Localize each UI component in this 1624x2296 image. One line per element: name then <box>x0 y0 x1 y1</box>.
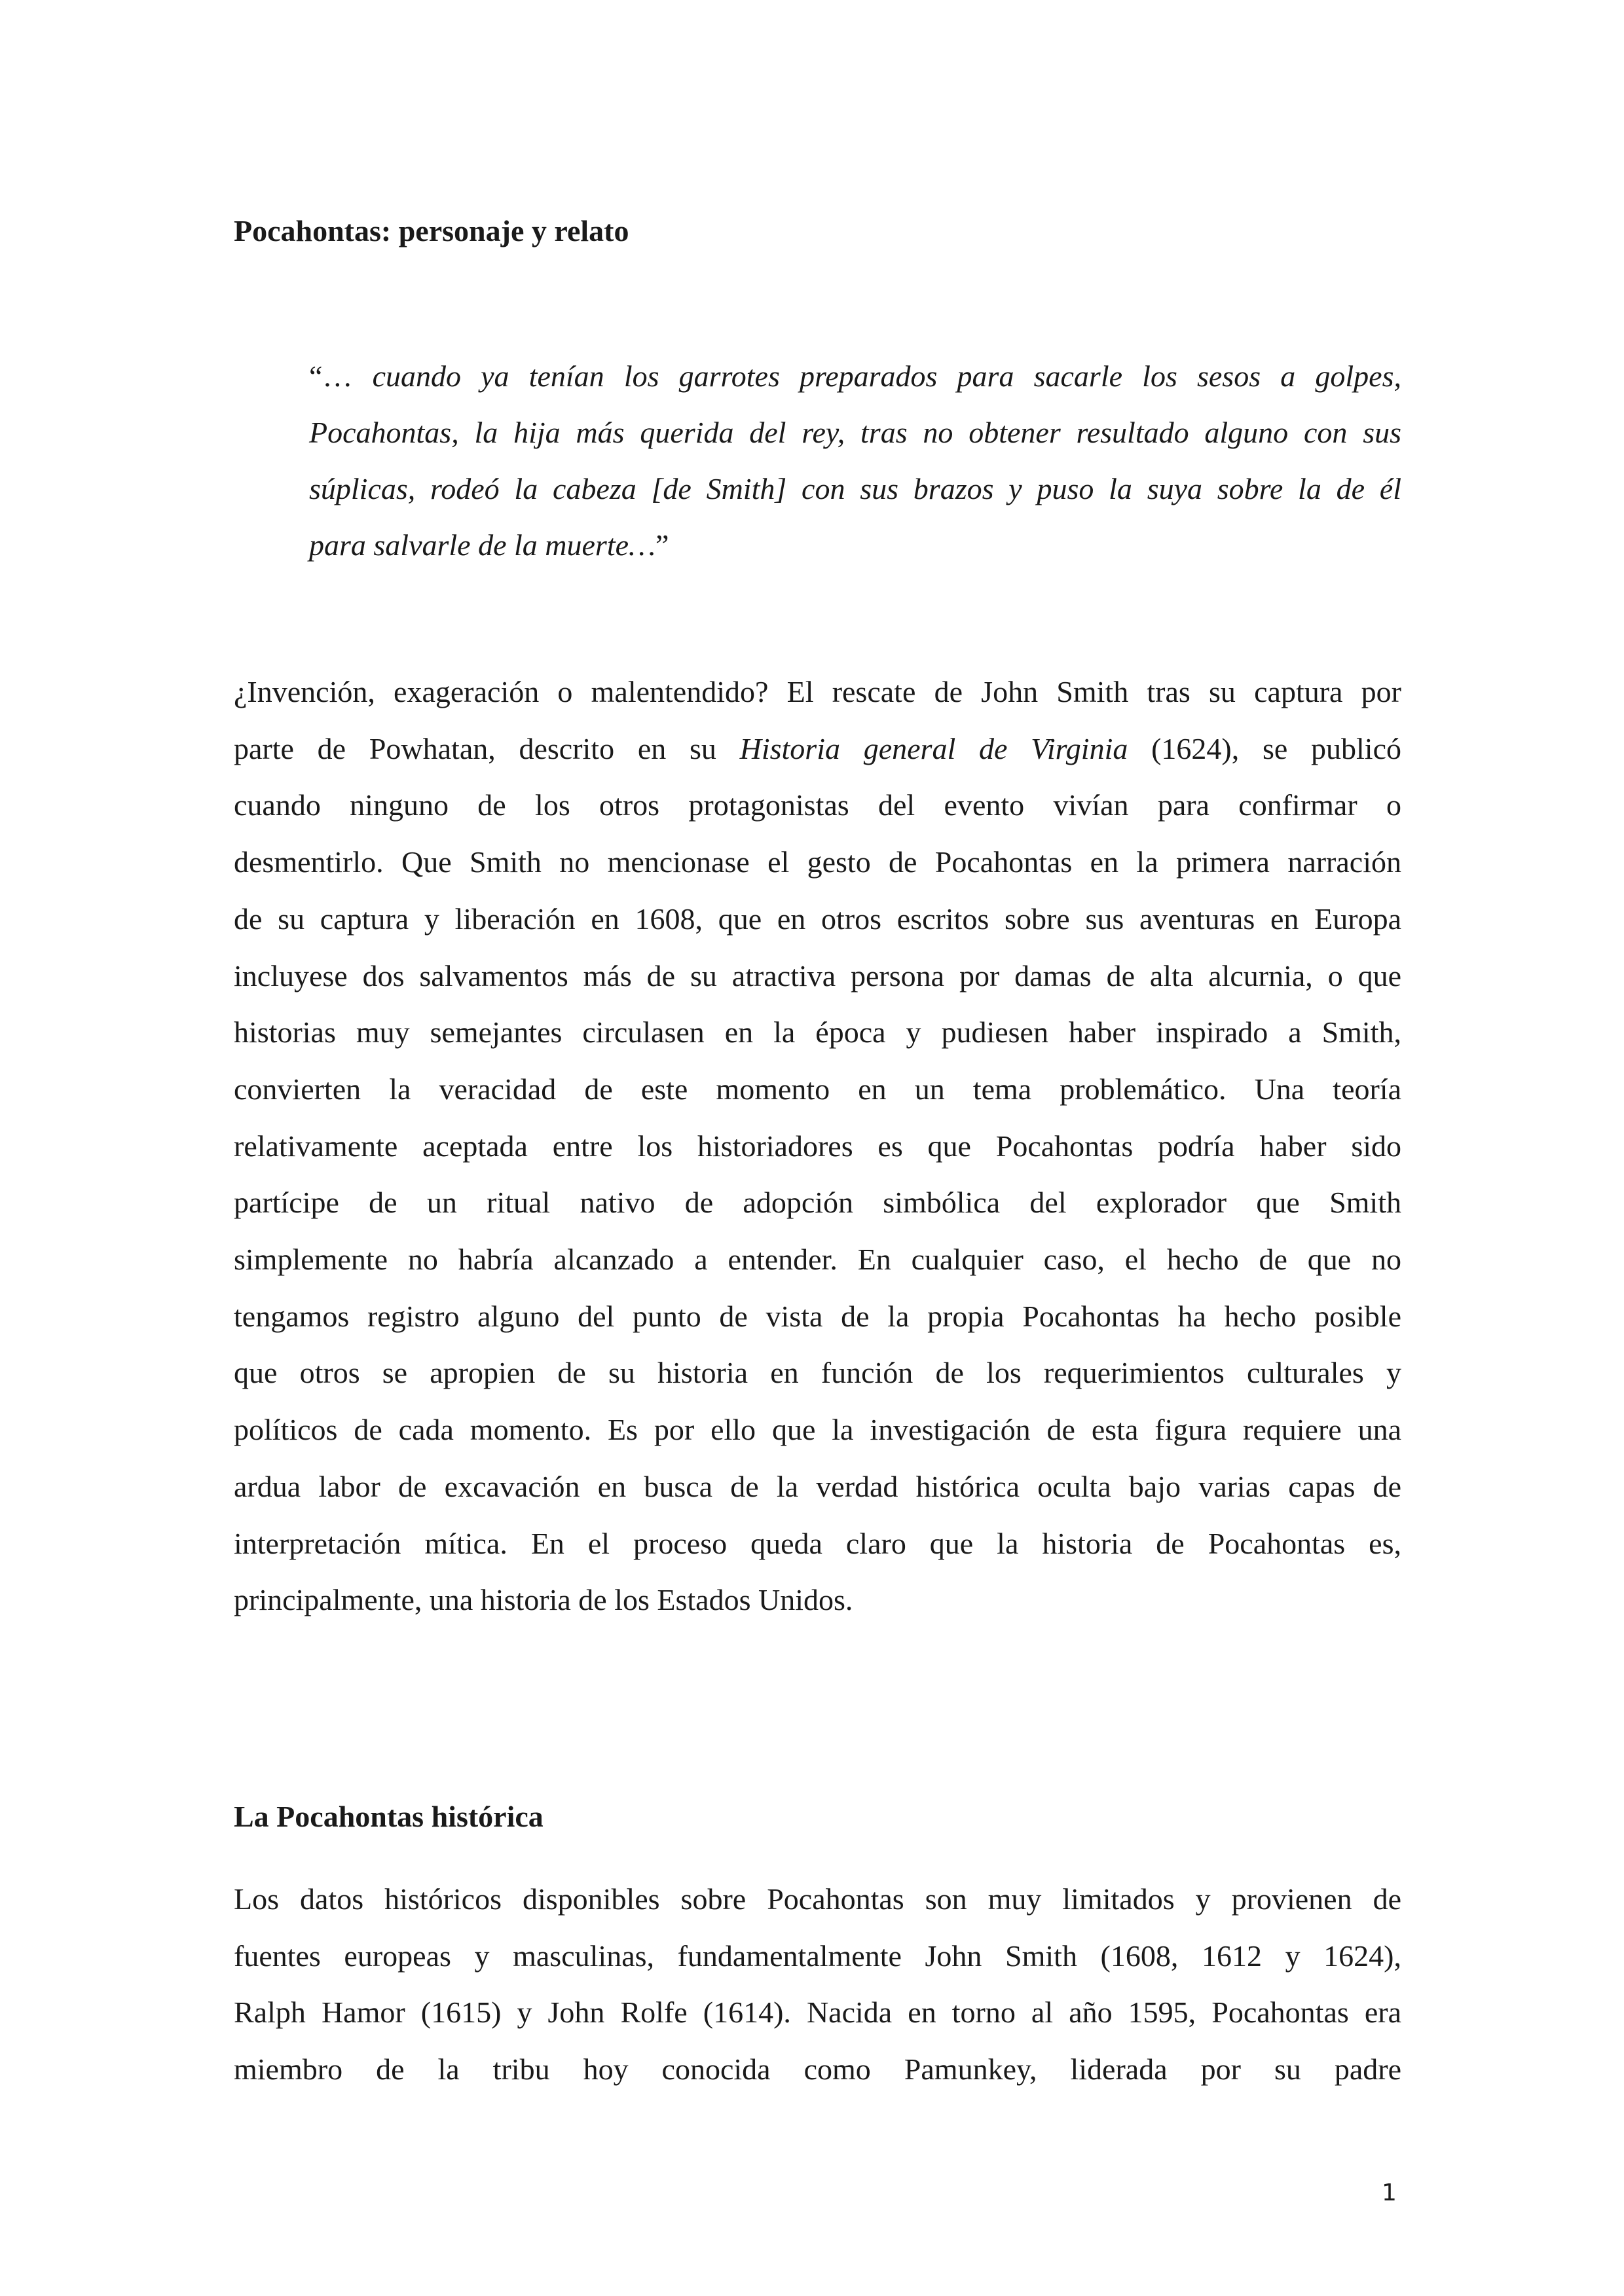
paragraph-line: Los datos históricos disponibles sobre Pocahontas son muy limitados y provienen de <box>234 1882 1401 1916</box>
quote-close-mark: ” <box>655 528 669 562</box>
paragraph-line: cuando ninguno de los otros protagonistas del evento vivían para confirmar o <box>234 788 1401 822</box>
book-title-italic: Historia general de Virginia <box>739 731 1128 765</box>
quote-line-text: para salvarle de la muerte… <box>309 528 655 562</box>
paragraph-line: de su captura y liberación en 1608, que en otros escritos sobre sus aventuras en Europa <box>234 902 1401 936</box>
document-title: Pocahontas: personaje y relato <box>234 214 629 247</box>
paragraph-line: simplemente no habría alcanzado a entender. En cualquier caso, el hecho de que no <box>234 1243 1401 1277</box>
paragraph-line: relativamente aceptada entre los historiadores es que Pocahontas podría haber sido <box>234 1129 1401 1163</box>
section-heading: La Pocahontas histórica <box>234 1800 544 1833</box>
paragraph-text: parte de Powhatan, descrito en su <box>234 731 740 765</box>
paragraph-line: miembro de la tribu hoy conocida como Pamunkey, liderada por su padre <box>234 2052 1401 2086</box>
paragraph-line: interpretación mítica. En el proceso queda claro que la historia de Pocahontas es, <box>234 1526 1401 1560</box>
opening-quote <box>309 348 1401 574</box>
paragraph-line: tengamos registro alguno del punto de vista de la propia Pocahontas ha hecho posible <box>234 1299 1401 1333</box>
paragraph-line <box>234 721 1401 778</box>
body-paragraph-2 <box>234 1871 1401 2098</box>
quote-line-text: cuando ya tenían los garrotes preparados para sacarle los sesos a golpes, <box>372 359 1402 393</box>
body-paragraph-1 <box>234 664 1401 1629</box>
paragraph-line: principalmente, una historia de los Estados Unidos. <box>234 1583 853 1617</box>
paragraph-line: ¿Invención, exageración o malentendido? El rescate de John Smith tras su captura por <box>234 675 1401 708</box>
quote-open-mark: “… <box>309 359 373 393</box>
paragraph-line: que otros se apropien de su historia en función de los requerimientos culturales y <box>234 1356 1401 1390</box>
paragraph-line: incluyese dos salvamentos más de su atractiva persona por damas de alta alcurnia, o que <box>234 958 1401 993</box>
paragraph-line: Ralph Hamor (1615) y John Rolfe (1614). Nacida en torno al año 1595, Pocahontas era <box>234 1995 1401 2030</box>
paragraph-line: convierten la veracidad de este momento en un tema problemático. Una teoría <box>234 1072 1401 1106</box>
quote-line: súplicas, rodeó la cabeza [de Smith] con sus brazos y puso la suya sobre la de él <box>309 472 1401 505</box>
paragraph-line: partícipe de un ritual nativo de adopción simbólica del explorador que Smith <box>234 1186 1401 1220</box>
page-number: 1 <box>1382 2179 1397 2206</box>
paragraph-line: desmentirlo. Que Smith no mencionase el gesto de Pocahontas en la primera narración <box>234 845 1401 879</box>
quote-line: Pocahontas, la hija más querida del rey, tras no obtener resultado alguno con sus <box>309 416 1401 449</box>
quote-line <box>309 348 1401 405</box>
quote-line <box>309 517 1401 574</box>
paragraph-line: políticos de cada momento. Es por ello que la investigación de esta figura requiere una <box>234 1413 1401 1447</box>
paragraph-line: historias muy semejantes circulasen en la época y pudiesen haber inspirado a Smith, <box>234 1015 1401 1049</box>
paragraph-line: ardua labor de excavación en busca de la verdad histórica oculta bajo varias capas de <box>234 1469 1401 1503</box>
paragraph-text: (1624), se publicó <box>1128 731 1402 765</box>
paragraph-line: fuentes europeas y masculinas, fundamentalmente John Smith (1608, 1612 y 1624), <box>234 1939 1401 1973</box>
